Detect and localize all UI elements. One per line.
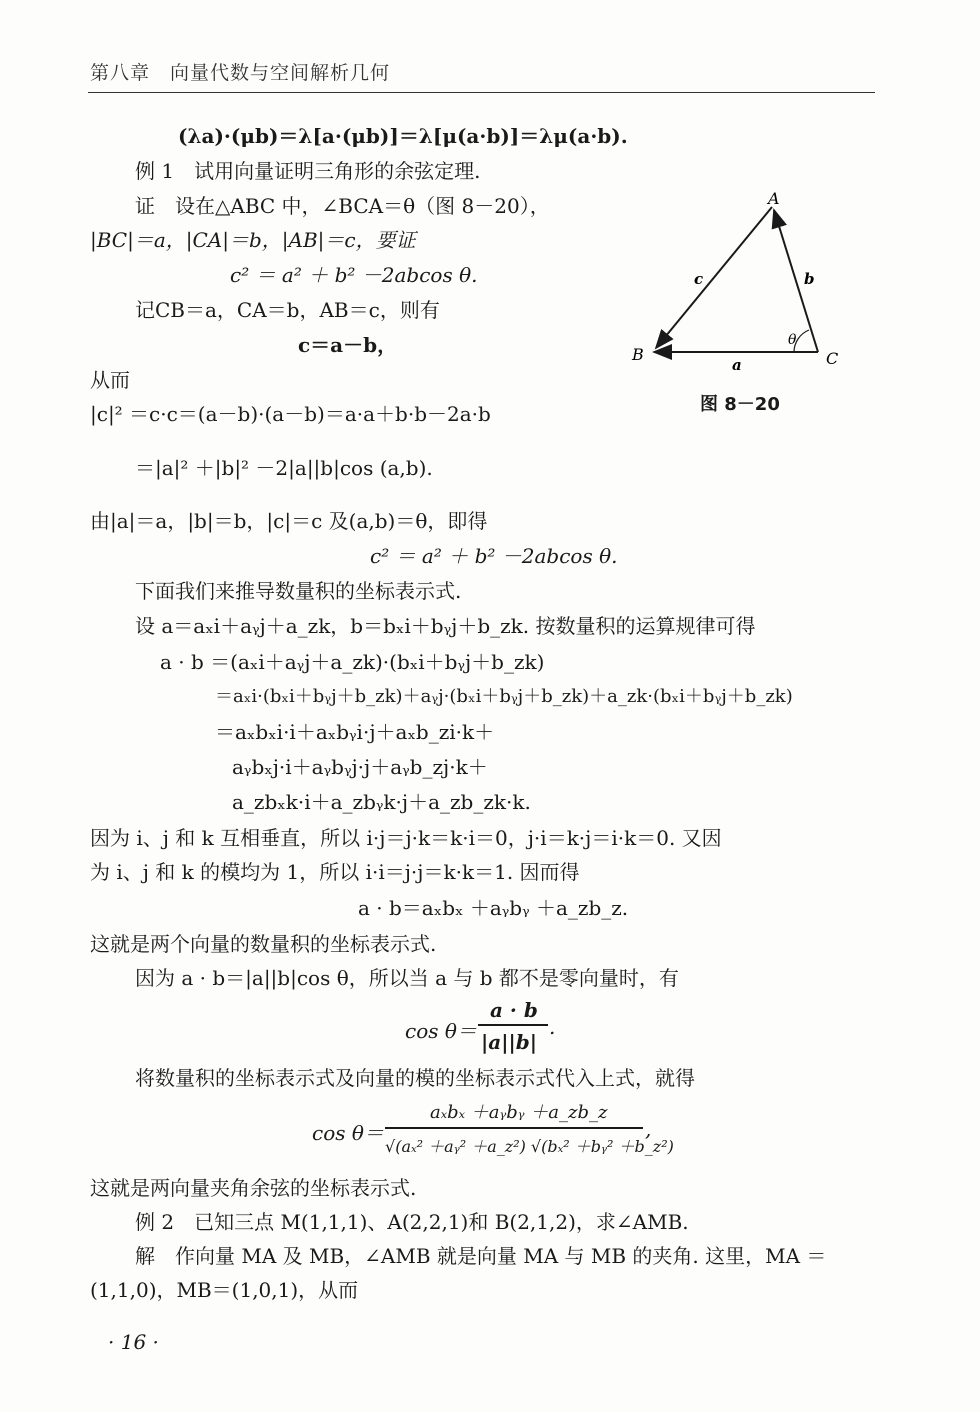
- running-header: 第八章 向量代数与空间解析几何: [90, 62, 391, 84]
- formula: a_zbₓk·i＋a_zbᵧk·j＋a_zb_zk·k.: [232, 790, 531, 814]
- text-line: 记CB＝a，CA＝b，AB＝c，则有: [135, 298, 440, 322]
- fraction-lhs: cos θ＝: [405, 1019, 477, 1043]
- fraction-numerator: a · b: [490, 998, 538, 1022]
- formula: a · b＝aₓbₓ ＋aᵧbᵧ ＋a_zb_z.: [358, 896, 629, 920]
- label-a: a: [732, 356, 742, 374]
- formula: aᵧbₓj·i＋aᵧbᵧj·j＋aᵧb_zj·k＋: [232, 755, 488, 779]
- label-b: b: [804, 270, 815, 288]
- formula: a · b ＝(aₓi＋aᵧj＋a_zk)·(bₓi＋bᵧj＋b_zk): [160, 650, 545, 674]
- label-B: B: [632, 345, 644, 364]
- text-line: 将数量积的坐标表示式及向量的模的坐标表示式代入上式，就得: [135, 1066, 695, 1090]
- formula: |c|² ＝c·c＝(a－b)·(a－b)＝a·a＋b·b－2a·b: [90, 402, 491, 426]
- text-line: 因为 i、j 和 k 互相垂直，所以 i·j＝j·k＝k·i＝0，j·i＝k·j＝i·k＝0. 又因: [90, 826, 722, 850]
- text-line: 由|a|＝a，|b|＝b，|c|＝c 及(a,b)＝θ，即得: [90, 509, 488, 533]
- text-line: 证 设在△ABC 中，∠BCA＝θ（图 8－20），: [135, 194, 550, 218]
- page-number: · 16 ·: [108, 1330, 159, 1354]
- formula: c² ＝ a² ＋ b² －2abcos θ.: [370, 544, 618, 568]
- text-line: 因为 a · b＝|a||b|cos θ，所以当 a 与 b 都不是零向量时，有: [135, 966, 679, 990]
- vector-c: [656, 207, 772, 348]
- text-line: 从而: [90, 368, 130, 392]
- formula: c² ＝ a² ＋ b² －2abcos θ.: [230, 263, 478, 287]
- formula: ＝aₓi·(bₓi＋bᵧj＋b_zk)＋aᵧj·(bₓi＋bᵧj＋b_zk)＋a_zk·(bₓi＋bᵧj＋b_zk): [215, 686, 793, 707]
- fraction-denominator: |a||b|: [481, 1030, 538, 1054]
- example-2-title: 例 2 已知三点 M(1,1,1)、A(2,2,1)和 B(2,1,2)，求∠AMB.: [135, 1210, 689, 1234]
- label-A: A: [768, 190, 780, 208]
- fraction-lhs: cos θ＝: [312, 1121, 384, 1145]
- formula: ＝|a|² ＋|b|² －2|a||b|cos (a,b).: [135, 456, 433, 480]
- text-line: 解 作向量 MA 及 MB，∠AMB 就是向量 MA 与 MB 的夹角. 这里，MA ＝: [135, 1244, 827, 1268]
- header-rule: [88, 92, 875, 93]
- text-line: 下面我们来推导数量积的坐标表示式.: [135, 579, 462, 603]
- formula: ＝aₓbₓi·i＋aₓbᵧi·j＋aₓb_zi·k＋: [215, 720, 495, 744]
- fraction-bar: [385, 1127, 643, 1129]
- label-theta: θ: [788, 332, 797, 348]
- text-line: 这就是两向量夹角余弦的坐标表示式.: [90, 1176, 417, 1200]
- text-line: (λa)·(μb)＝λ[a·(μb)]＝λ[μ(a·b)]＝λμ(a·b).: [178, 124, 628, 148]
- label-C: C: [826, 349, 839, 368]
- figure-caption: 图 8－20: [700, 394, 780, 415]
- fraction-end: .: [549, 1015, 556, 1039]
- text-line: 为 i、j 和 k 的模均为 1，所以 i·i＝j·j＝k·k＝1. 因而得: [90, 860, 580, 884]
- text-line: |BC|＝a，|CA|＝b，|AB|＝c，要证: [90, 228, 416, 252]
- fraction-numerator: aₓbₓ ＋aᵧbᵧ ＋a_zb_z: [430, 1102, 608, 1123]
- text-line: 这就是两个向量的数量积的坐标表示式.: [90, 932, 437, 956]
- formula: c＝a－b，: [298, 333, 398, 357]
- label-c: c: [694, 270, 704, 288]
- example-1-title: 例 1 试用向量证明三角形的余弦定理.: [135, 159, 481, 183]
- fraction-bar: [478, 1024, 548, 1026]
- triangle-figure: [622, 190, 852, 380]
- text-line: (1,1,0)，MB＝(1,0,1)，从而: [90, 1278, 359, 1302]
- fraction-denominator: √(aₓ² ＋aᵧ² ＋a_z²) √(bₓ² ＋bᵧ² ＋b_z²): [385, 1137, 674, 1156]
- text-line: 设 a＝aₓi＋aᵧj＋a_zk，b＝bₓi＋bᵧj＋b_zk. 按数量积的运算规律可得: [135, 614, 756, 638]
- fraction-end: ,: [645, 1117, 652, 1141]
